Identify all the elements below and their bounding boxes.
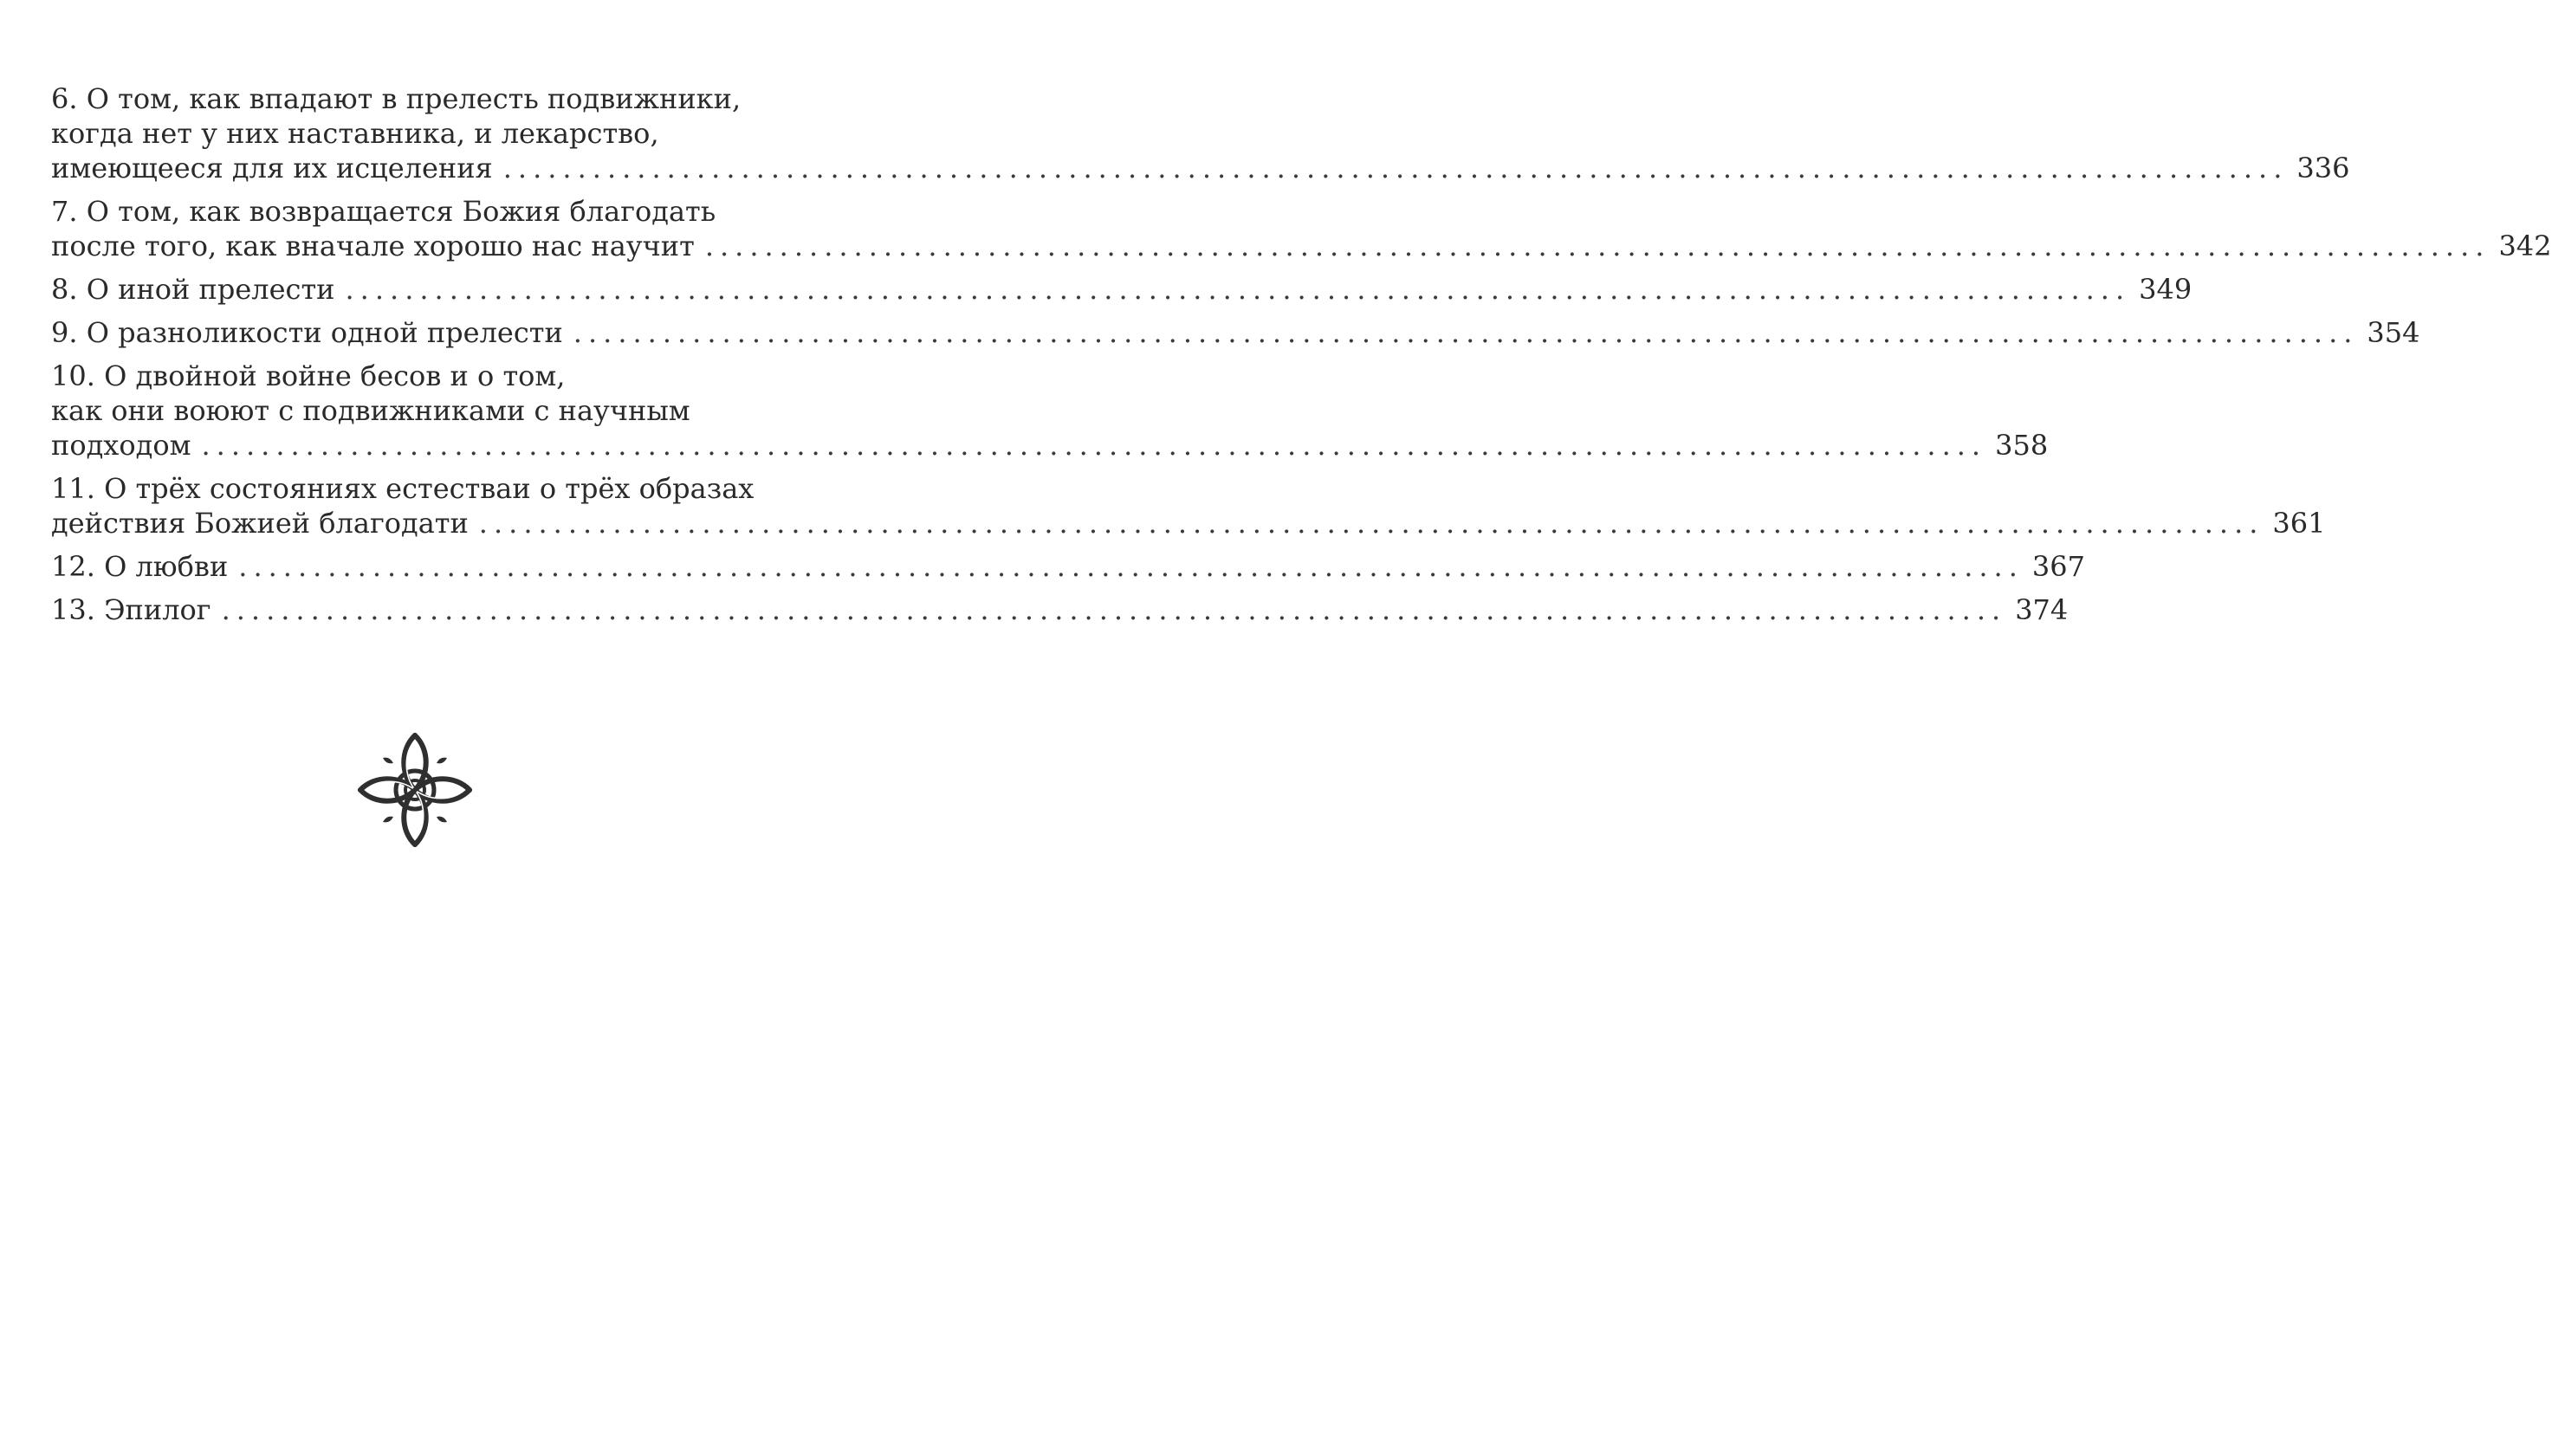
dot-leader: ........................................................................................................................ [704, 230, 2490, 262]
page-number: 374 [2015, 593, 2069, 626]
dot-leader: ........................................................................................................................ [238, 550, 2024, 583]
page-number: 367 [2031, 550, 2085, 583]
toc-entry-last-line [51, 428, 2049, 463]
toc-entry-last-line [51, 549, 2085, 584]
toc-entry-line: после того, как вначале хорошо нас научит [51, 230, 695, 262]
toc-entry-line: 10. О двойной войне бесов и о том, [51, 359, 566, 392]
toc-entry-line: 12. О любви [51, 550, 229, 583]
page-number: 358 [1995, 429, 2049, 462]
page-number: 342 [2498, 230, 2552, 262]
toc-entry-9[interactable] [51, 315, 2420, 350]
toc-entry-line: когда нет у них наставника, и лекарство, [51, 117, 659, 150]
toc-entry-10[interactable] [51, 359, 2049, 463]
toc-entry-8[interactable] [51, 272, 2193, 307]
page-number: 349 [2139, 273, 2193, 306]
toc-entry-line: 11. О трёх состояниях естестваи о трёх образах [51, 472, 755, 505]
toc-entry-line: 6. О том, как впадают в прелесть подвижники, [51, 82, 742, 115]
toc-entry-last-line [51, 592, 2069, 627]
toc-entry-last-line [51, 506, 2326, 540]
toc-entry-last-line [51, 151, 2350, 185]
toc-entry-11[interactable] [51, 471, 2326, 540]
dot-leader: ........................................................................................................................ [573, 316, 2359, 349]
toc-entry-6[interactable] [51, 81, 2350, 185]
dot-leader: ........................................................................................................................ [502, 152, 2289, 184]
dot-leader: ........................................................................................................................ [478, 507, 2264, 540]
toc-entry-line: имеющееся для их исцеления [51, 152, 493, 184]
dot-leader: ........................................................................................................................ [345, 273, 2131, 306]
toc-entry-line: как они воюют с подвижниками с научным [51, 394, 690, 427]
toc-entry-line: 13. Эпилог [51, 593, 211, 626]
toc-entry-last-line [51, 272, 2193, 307]
toc-entry-line: 8. О иной прелести [51, 273, 335, 306]
toc-entry-last-line [51, 229, 2552, 263]
toc-entry-line: 9. О разноликости одной прелести [51, 316, 563, 349]
toc-entry-last-line [51, 315, 2420, 350]
toc-entry-12[interactable] [51, 549, 2085, 584]
dot-leader: ........................................................................................................................ [221, 593, 2007, 626]
page-number: 361 [2272, 507, 2326, 540]
dot-leader: ........................................................................................................................ [201, 429, 1987, 462]
celtic-knot-ornament-icon [357, 732, 473, 848]
toc-entry-line: действия Божией благодати [51, 507, 469, 540]
toc-entry-7[interactable] [51, 194, 2552, 263]
page-number: 336 [2296, 152, 2350, 184]
toc-entry-line: подходом [51, 429, 191, 462]
toc-entry-line: 7. О том, как возвращается Божия благодать [51, 195, 716, 228]
toc-entry-13[interactable] [51, 592, 2069, 627]
page-number: 354 [2367, 316, 2420, 349]
table-of-contents [51, 81, 2552, 636]
